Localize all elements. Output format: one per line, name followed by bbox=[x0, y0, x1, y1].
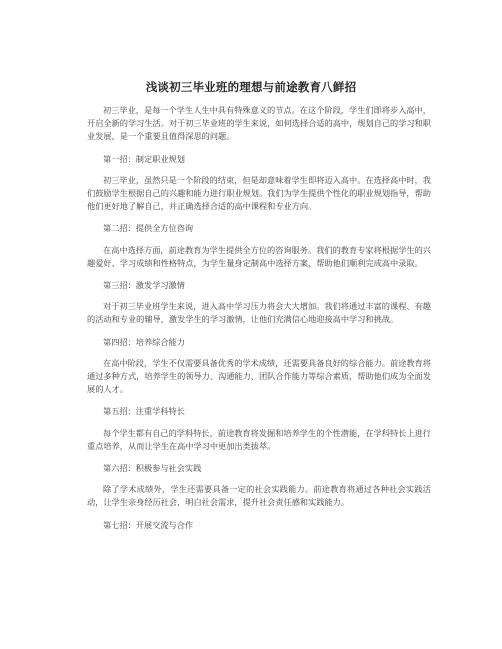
section-heading-2: 第二招：提供全方位咨询 bbox=[103, 223, 194, 234]
intro-paragraph: 初三毕业，是每一个学生人生中具有特殊意义的节点。在这个阶段，学生们即将步入高中，开启全新的学习生活。对于初三毕业班的学生来说，如何选择合适的高中，规划自己的学习和职业发展，是一个重要且值得深思的问题。 bbox=[87, 105, 431, 142]
section-heading-3: 第三招：激发学习激情 bbox=[103, 280, 185, 291]
section-paragraph-5: 每个学生都有自己的学科特长，前途教育将发掘和培养学生的个性潜能，在学科特长上进行重点培养，从而让学生在高中学习中更加出类拔萃。 bbox=[87, 427, 431, 451]
section-heading-5: 第五招：注重学科特长 bbox=[103, 406, 185, 417]
section-paragraph-3: 对于初三毕业班学生来说，进入高中学习压力将会大大增加。我们将通过丰富的课程、有趣的活动和专业的辅导，激发学生的学习激情，让他们充满信心地迎接高中学习和挑战。 bbox=[87, 301, 431, 325]
section-heading-1: 第一招：制定职业规划 bbox=[103, 153, 185, 164]
section-paragraph-1: 初三毕业，虽然只是一个阶段的结束，但是却意味着学生即将迈入高中。在选择高中时，我们鼓励学生根据自己的兴趣和能力进行职业规划。我们为学生提供个性化的职业规划指导，帮助他们更好地了解自己，并正确选择合适的高中课程和专业方向。 bbox=[87, 174, 431, 212]
section-paragraph-2: 在高中选择方面，前途教育为学生提供全方位的咨询服务。我们的教育专家将根据学生的兴趣爱好、学习成绩和性格特点，为学生量身定制高中选择方案，帮助他们顺利完成高中录取。 bbox=[87, 244, 431, 268]
section-paragraph-6: 除了学术成绩外，学生还需要具备一定的社会实践能力。前途教育将通过各种社会实践活动，让学生亲身经历社会，明白社会需求，提升社会责任感和实践能力。 bbox=[87, 484, 431, 508]
document-title: 浅谈初三毕业班的理想与前途教育八鲜招 bbox=[145, 80, 357, 94]
section-heading-6: 第六招：积极参与社会实践 bbox=[103, 463, 202, 474]
section-paragraph-4: 在高中阶段，学生不仅需要具备优秀的学术成绩，还需要具备良好的综合能力。前途教育将通过多种方式，培养学生的领导力、沟通能力、团队合作能力等综合素质，帮助他们成为全面发展的人才。 bbox=[87, 357, 431, 395]
document-body bbox=[87, 104, 431, 540]
section-heading-4: 第四招：培养综合能力 bbox=[103, 336, 185, 347]
section-heading-7: 第七招：开展交流与合作 bbox=[103, 519, 194, 530]
